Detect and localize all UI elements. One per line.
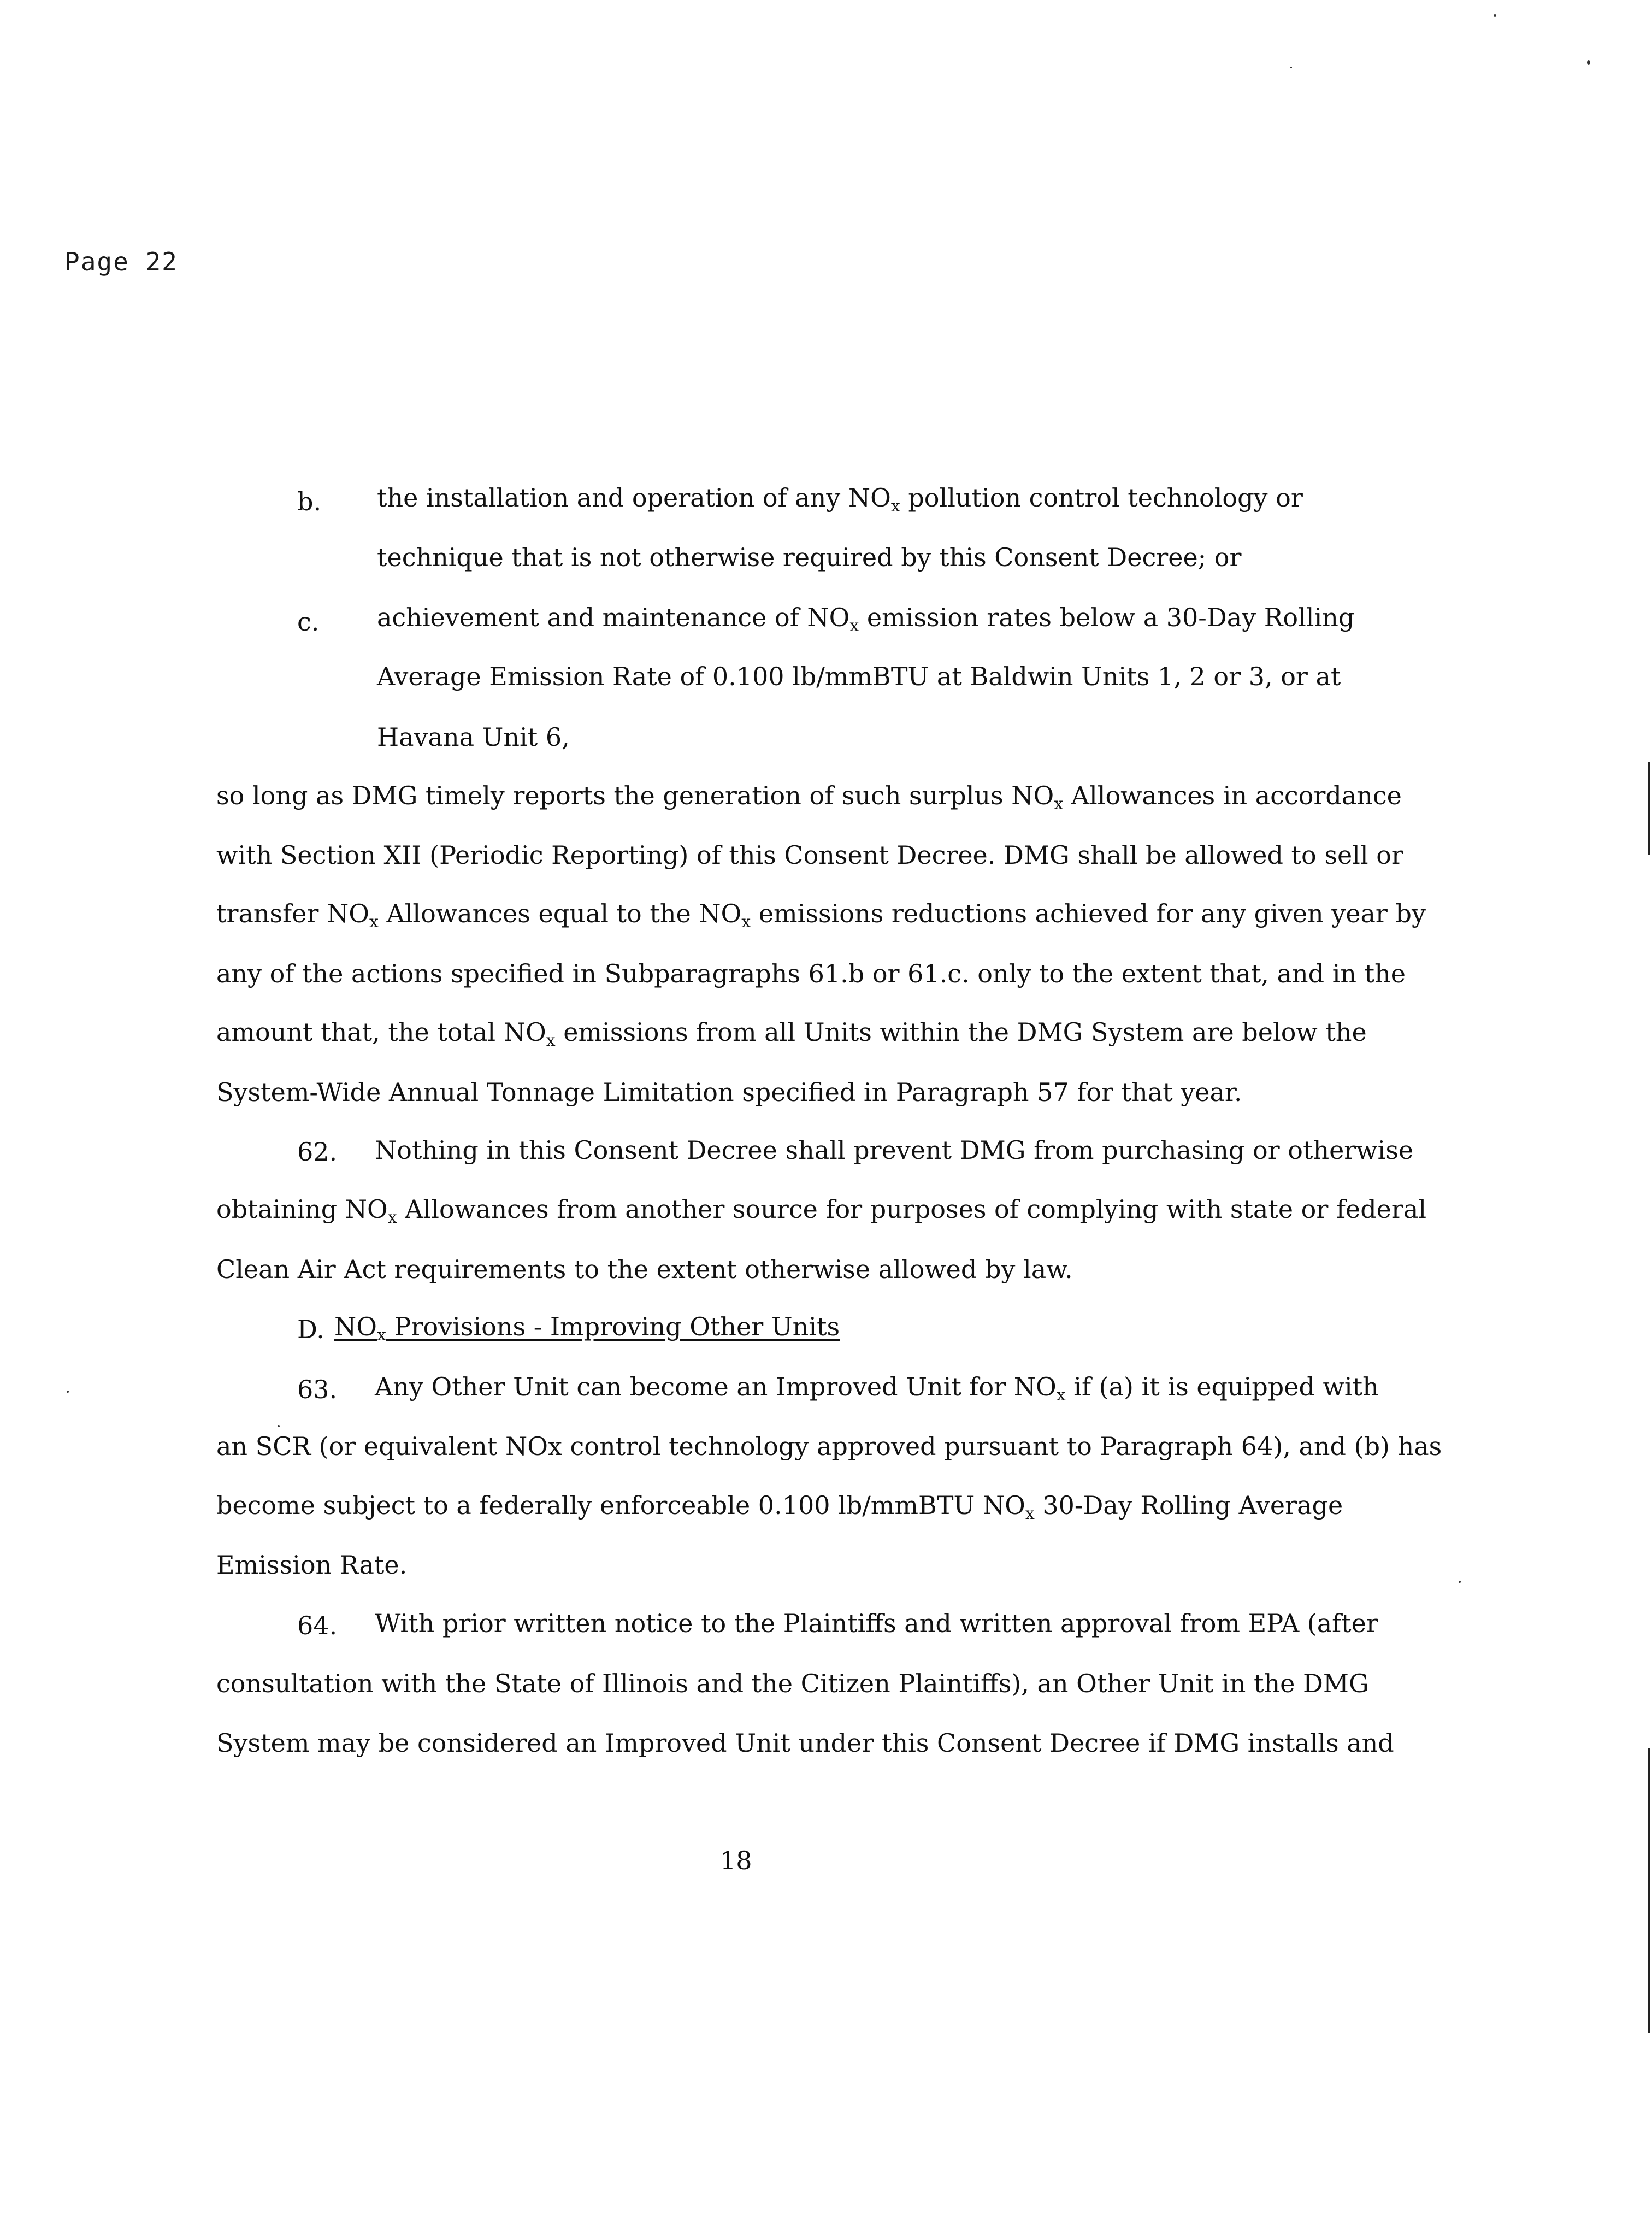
para-63-line-2: an SCR (or equivalent NOx control technology approved pursuant to Paragraph 64), and (b) has (216, 1432, 1442, 1461)
scan-speck (67, 1391, 69, 1393)
para-63-number: 63. (297, 1375, 338, 1404)
para-64-line-3: System may be considered an Improved Unit under this Consent Decree if DMG installs and (216, 1728, 1394, 1758)
scan-edge-mark-top (1648, 762, 1650, 855)
para-63-line-3: become subject to a federally enforceable 0.100 lb/mmBTU $NO_x$ 30-Day Rolling Average (216, 1491, 1343, 1523)
item-c-marker: c. (297, 607, 320, 637)
scan-speck (278, 1425, 280, 1427)
para-61-line-6: System-Wide Annual Tonnage Limitation specified in Paragraph 57 for that year. (216, 1077, 1242, 1107)
para-62-line-1: Nothing in this Consent Decree shall prevent DMG from purchasing or otherwise (375, 1135, 1414, 1165)
scan-edge-mark-bottom (1648, 1748, 1650, 2033)
item-c-line-2: Average Emission Rate of 0.100 lb/mmBTU at Baldwin Units 1, 2 or 3, or at (377, 662, 1341, 691)
scan-speck (1494, 14, 1496, 17)
section-d-letter: D. (297, 1315, 324, 1344)
page-header-label: Page 22 (64, 247, 178, 276)
item-b-line-1: the installation and operation of any $NO_x$ pollution control technology or (377, 483, 1303, 516)
para-63-line-1: Any Other Unit can become an Improved Unit for $NO_x$ if (a) it is equipped with (375, 1372, 1379, 1405)
para-63-line-4: Emission Rate. (216, 1550, 408, 1580)
para-62-number: 62. (297, 1137, 338, 1167)
para-61-line-3: transfer $NO_x$ Allowances equal to the $NO_x$ emissions reductions achieved for any given year by (216, 899, 1426, 932)
para-61-line-5: amount that, the total $NO_x$ emissions from all Units within the DMG System are below the (216, 1017, 1367, 1050)
para-62-line-2: obtaining $NO_x$ Allowances from another source for purposes of complying with state or federal (216, 1194, 1427, 1227)
page-number: 18 (720, 1846, 752, 1875)
para-61-line-4: any of the actions specified in Subparagraphs 61.b or 61.c. only to the extent that, and in the (216, 959, 1406, 988)
para-61-line-2: with Section XII (Periodic Reporting) of this Consent Decree. DMG shall be allowed to sell or (216, 840, 1403, 870)
item-b-marker: b. (297, 487, 322, 516)
para-61-line-1: so long as DMG timely reports the generation of such surplus $NO_x$ Allowances in accordance (216, 781, 1402, 814)
item-c-line-3: Havana Unit 6, (377, 722, 570, 752)
para-64-line-1: With prior written notice to the Plaintiffs and written approval from EPA (after (375, 1609, 1378, 1638)
scan-speck (1459, 1581, 1461, 1583)
section-d-heading: $NO_x$ Provisions - Improving Other Units (334, 1312, 840, 1345)
para-64-line-2: consultation with the State of Illinois and the Citizen Plaintiffs), an Other Unit in the DMG (216, 1669, 1369, 1698)
scan-speck (1587, 60, 1590, 65)
item-c-line-1: achievement and maintenance of $NO_x$ emission rates below a 30-Day Rolling (377, 603, 1355, 635)
para-64-number: 64. (297, 1611, 338, 1640)
scan-speck (1290, 67, 1292, 68)
para-62-line-3: Clean Air Act requirements to the extent otherwise allowed by law. (216, 1255, 1073, 1284)
item-b-line-2: technique that is not otherwise required by this Consent Decree; or (377, 543, 1242, 572)
